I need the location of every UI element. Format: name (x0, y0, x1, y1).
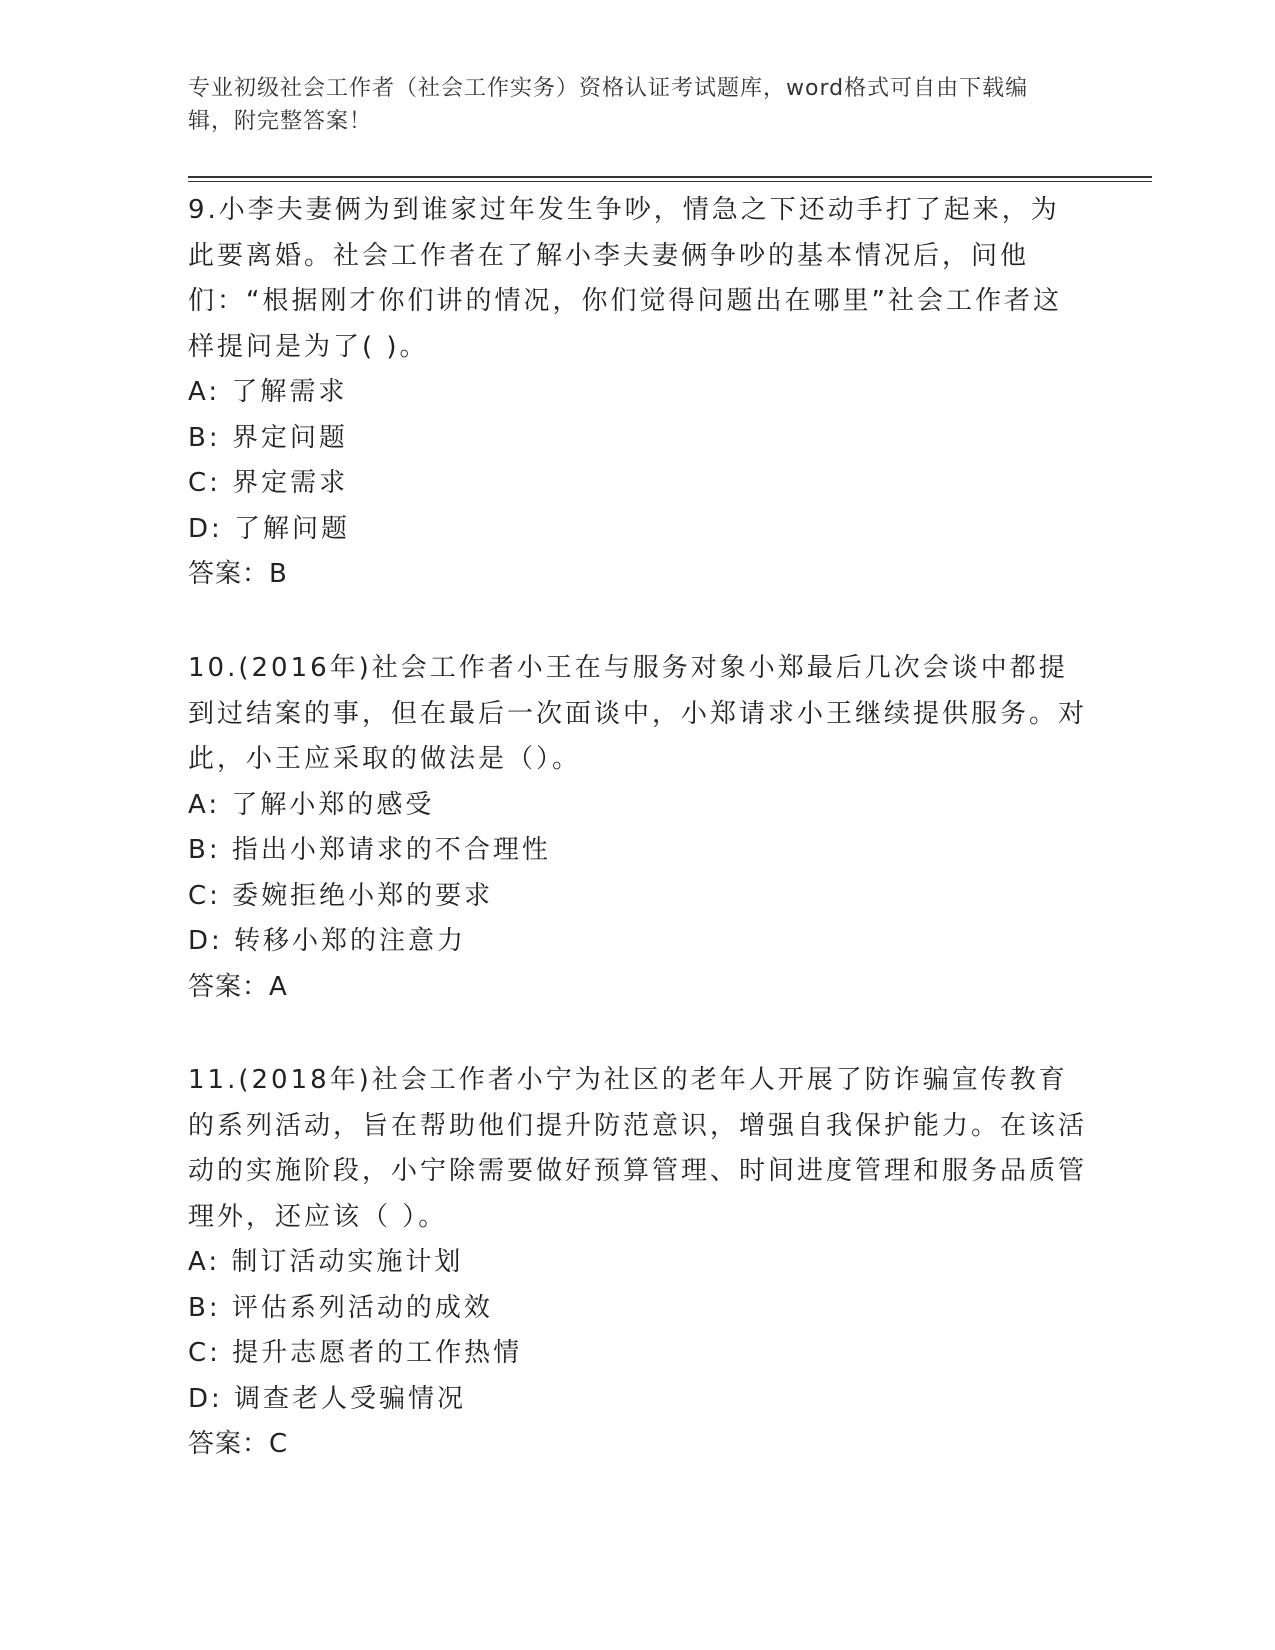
option-c: C: 提升志愿者的工作热情 (188, 1338, 523, 1368)
option-a: A: 了解需求 (188, 377, 348, 407)
option-d: D: 转移小郑的注意力 (188, 926, 467, 956)
option-d: D: 了解问题 (188, 513, 351, 544)
header-divider-thin (188, 181, 1152, 182)
document-header (188, 72, 1068, 138)
option-b: B: 指出小郑请求的不合理性 (188, 835, 551, 865)
option-c: C: 委婉拒绝小郑的要求 (188, 880, 494, 911)
question-stem: 10.(2016年)社会工作者小王在与服务对象小郑最后几次会谈中都提到过结案的事，但在最后一次面谈中，小郑请求小王继续提供服务。对此，小王应采取的做法是（）。 (188, 653, 1088, 774)
option-a: A: 了解小郑的感受 (188, 789, 435, 820)
question-9 (188, 188, 1088, 598)
answer: 答案：C (188, 1429, 289, 1459)
option-b: B: 界定问题 (188, 422, 348, 453)
header-text: 专业初级社会工作者（社会工作实务）资格认证考试题库，word格式可自由下载编辑，附完整答案！ (188, 76, 1029, 134)
answer: 答案：A (188, 971, 288, 1002)
option-a: A: 制订活动实施计划 (188, 1247, 464, 1277)
question-stem: 9.小李夫妻俩为到谁家过年发生争吵，情急之下还动手打了起来，为此要离婚。社会工作者在了解小李夫妻俩争吵的基本情况后，问他们：“根据刚才你们讲的情况，你们觉得问题出在哪里”社会工作者这样提问是为了( )。 (188, 195, 1062, 362)
option-b: B: 评估系列活动的成效 (188, 1292, 493, 1323)
option-d: D: 调查老人受骗情况 (188, 1383, 467, 1414)
option-c: C: 界定需求 (188, 468, 349, 498)
header-divider-thick (188, 176, 1152, 178)
question-10 (188, 646, 1088, 1010)
answer: 答案：B (188, 559, 288, 589)
question-11 (188, 1058, 1088, 1468)
question-stem: 11.(2018年)社会工作者小宁为社区的老年人开展了防诈骗宣传教育的系列活动，旨在帮助他们提升防范意识，增强自我保护能力。在该活动的实施阶段，小宁除需要做好预算管理、时间进度管理和服务品质管理外，还应该（ ）。 (188, 1065, 1088, 1232)
